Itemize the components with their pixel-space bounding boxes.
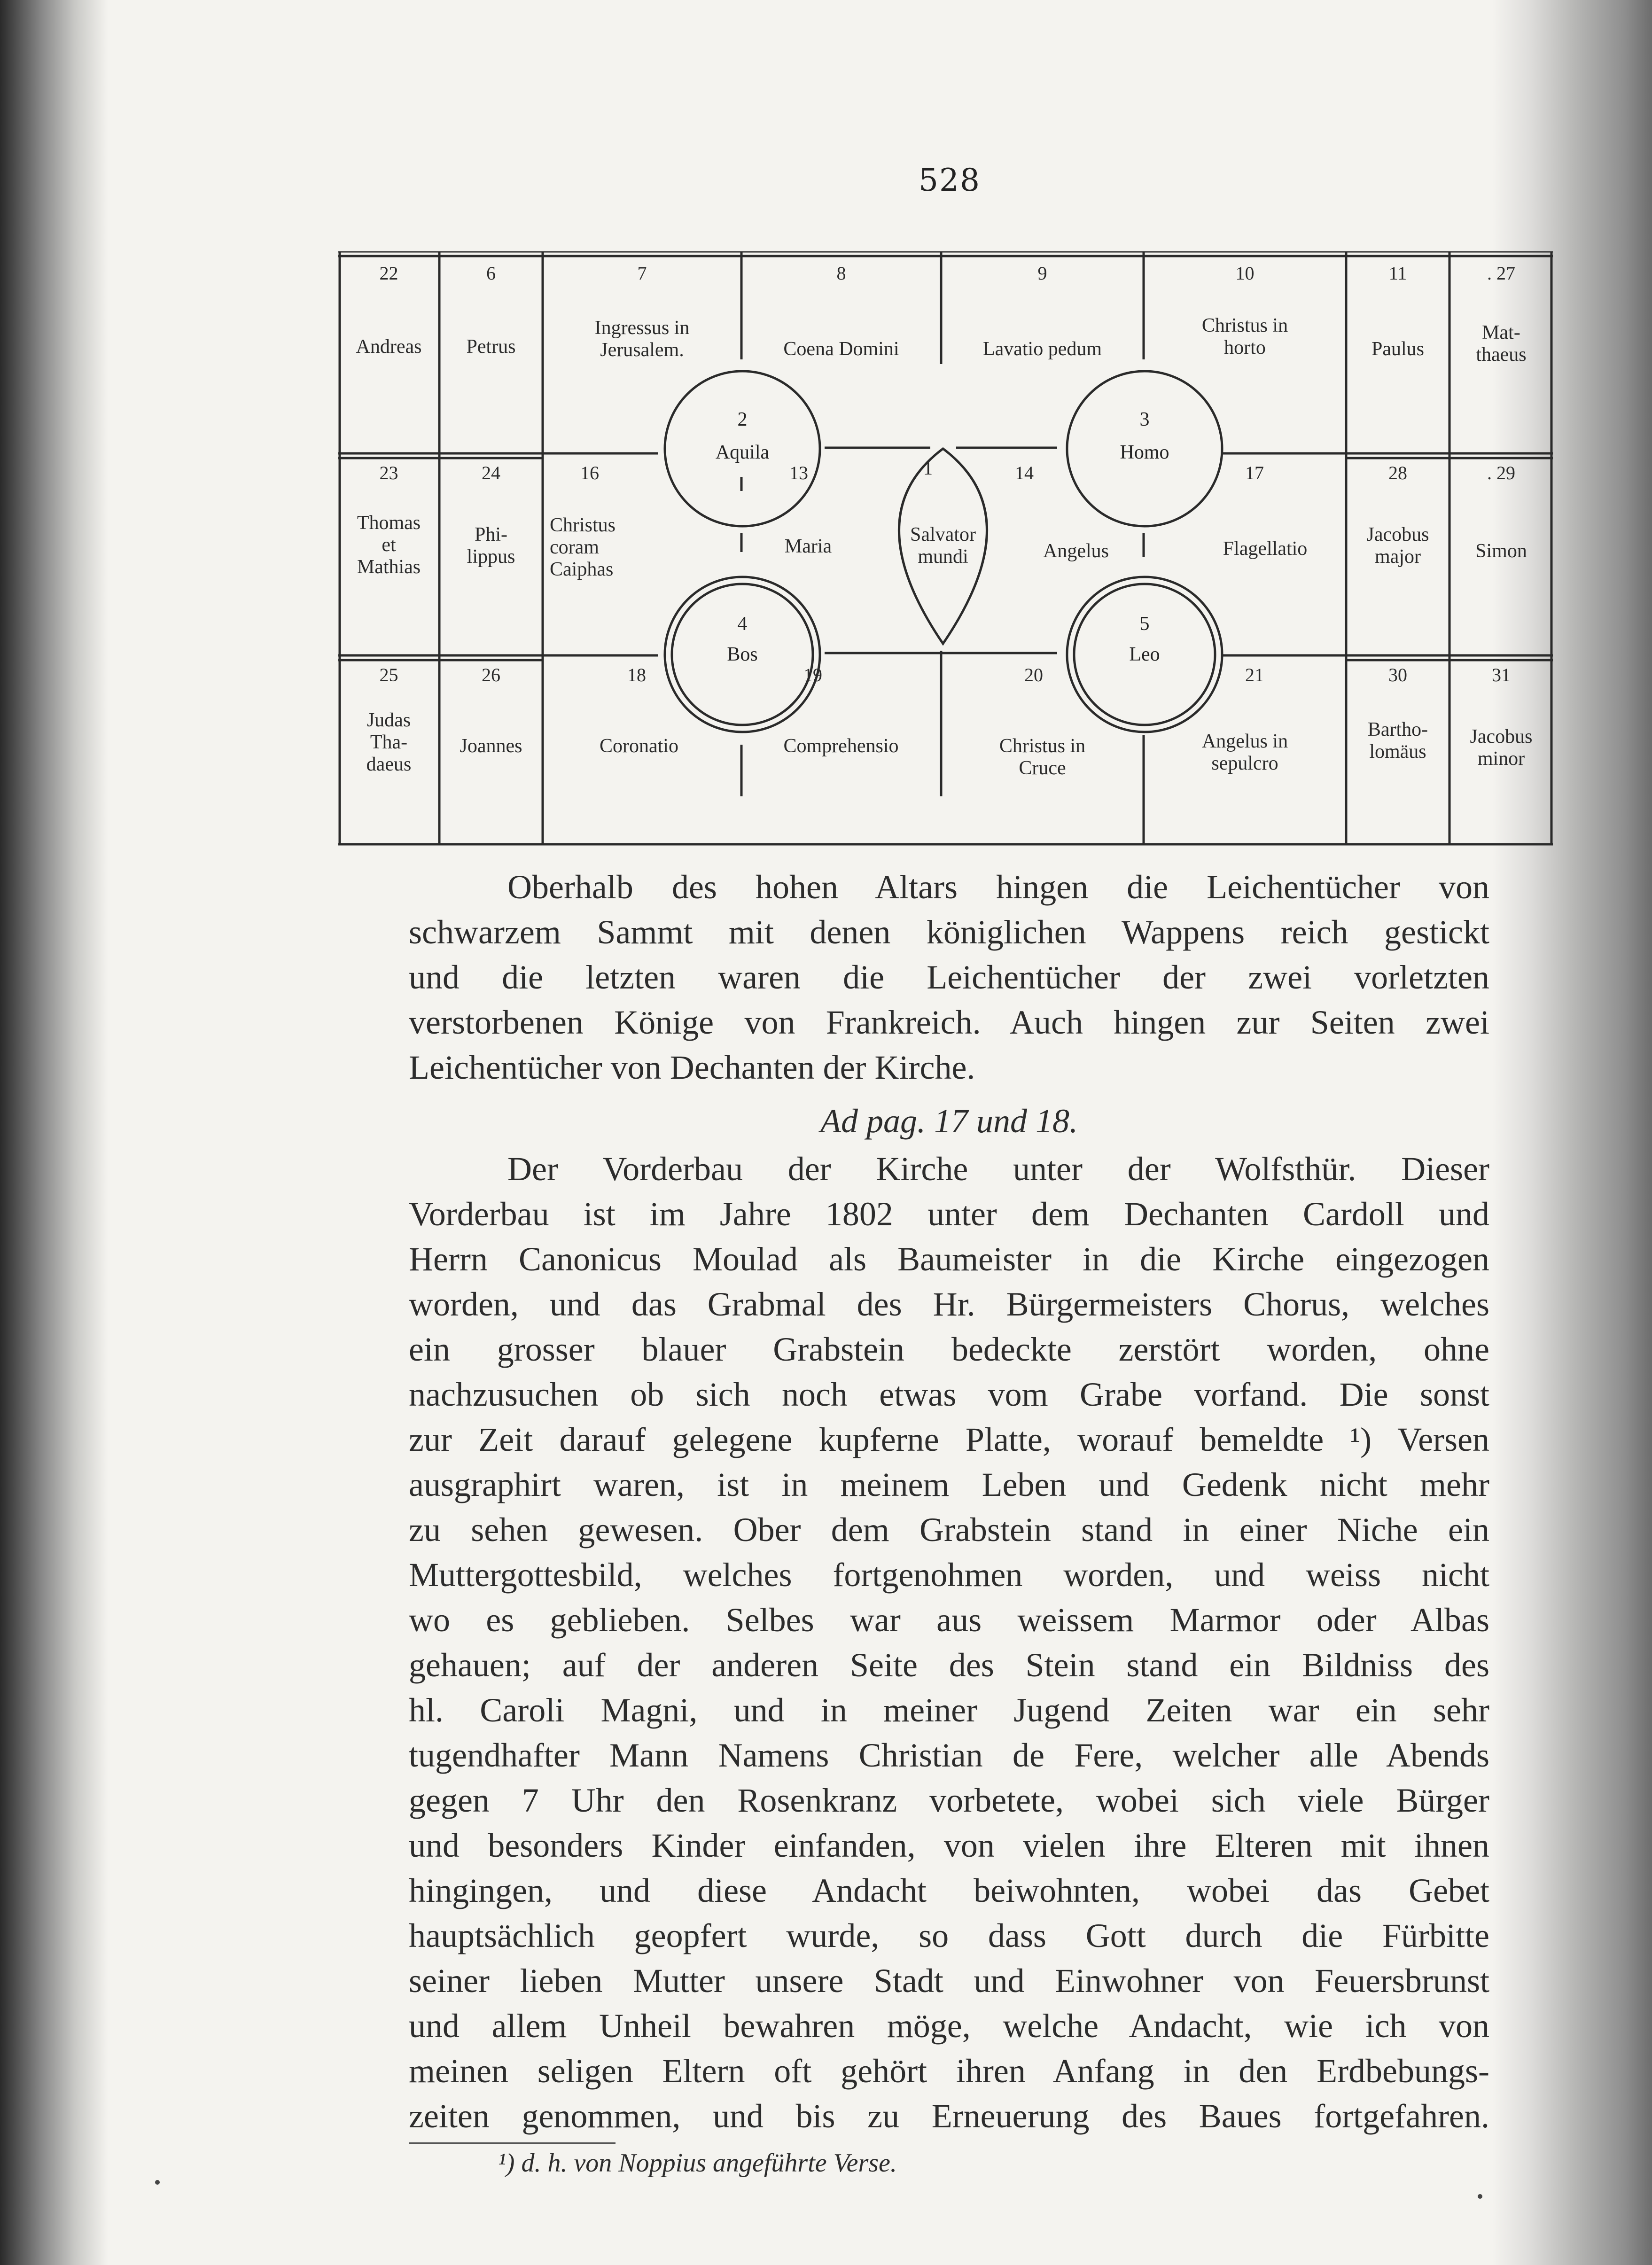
- text-line: ein grosser blauer Grabstein bedeckte zerstört worden, ohne: [409, 1331, 1489, 1368]
- cell-8-label: Coena Domini: [783, 338, 899, 360]
- cell-9-label: Lavatio pedum: [982, 338, 1102, 360]
- cell-9-number: 9: [1037, 263, 1047, 284]
- cell-22-number: 22: [379, 263, 398, 284]
- cell-25-label: Judas Tha- daeus: [366, 709, 412, 776]
- circle-aquila-label: Aquila: [715, 442, 770, 463]
- text-line: tugendhafter Mann Namens Christian de Fere, welcher alle Abends: [409, 1736, 1489, 1774]
- cell-21-number: 21: [1245, 664, 1264, 685]
- cell-28-label: Jacobus major: [1366, 524, 1429, 568]
- cell-21-label: Angelus in sepulcro: [1201, 731, 1288, 775]
- cell-25-number: 25: [379, 664, 398, 685]
- text-line: nachzusuchen ob sich noch etwas vom Grabe vorfand. Die sonst: [409, 1376, 1489, 1413]
- cell-26-number: 26: [482, 664, 500, 685]
- text-line: Der Vorderbau der Kirche unter der Wolfsthür. Dieser: [507, 1150, 1489, 1188]
- circle-leo-label: Leo: [1129, 644, 1160, 665]
- scan-speck: [1478, 2194, 1482, 2199]
- text-line: und allem Unheil bewahren möge, welche Andacht, wie ich von: [409, 2007, 1489, 2045]
- section-heading: Ad pag. 17 und 18.: [820, 1102, 1078, 1140]
- cell-1-number: 1: [923, 458, 933, 479]
- text-line: zu sehen gewesen. Ober dem Grabstein stand in einer Niche ein: [409, 1511, 1489, 1549]
- text-line: hauptsächlich geopfert wurde, so dass Gott durch die Fürbitte: [409, 1917, 1489, 1954]
- cell-17-number: 17: [1245, 462, 1264, 483]
- cell-6-number: 6: [486, 263, 496, 284]
- cell-11-label: Paulus: [1371, 338, 1424, 360]
- cell-23-label: Thomas et Mathias: [357, 512, 421, 578]
- text-line: worden, und das Grabmal des Hr. Bürgermeisters Chorus, welches: [409, 1285, 1489, 1323]
- circle-bos-label: Bos: [727, 644, 758, 665]
- paragraph-altar: [409, 864, 1489, 1090]
- text-line: und besonders Kinder einfanden, von vielen ihre Elteren mit ihnen: [409, 1827, 1489, 1864]
- cell-23-number: 23: [379, 462, 398, 483]
- cell-27-number: . 27: [1487, 263, 1515, 284]
- cell-14-label: Angelus: [1043, 540, 1109, 562]
- cell-14-number: 14: [1015, 462, 1034, 483]
- footnote-rule: [409, 2142, 616, 2144]
- paragraph-vorderbau: [409, 1146, 1489, 2139]
- scan-speck: [155, 2180, 160, 2185]
- altar-scheme: [338, 251, 1553, 848]
- text-line: gehauen; auf der anderen Seite des Stein stand ein Bildniss des: [409, 1646, 1489, 1684]
- cell-10-number: 10: [1235, 263, 1255, 284]
- circle-homo-number: 3: [1139, 409, 1150, 430]
- cell-6-label: Petrus: [466, 336, 516, 358]
- text-line: Leichentücher von Dechanten der Kirche.: [409, 1049, 975, 1086]
- cell-30-label: Bartho- lomäus: [1367, 719, 1428, 763]
- cell-16-label: Christus coram Caiphas: [550, 514, 616, 581]
- cell-13-label: Maria: [784, 536, 832, 557]
- circle-aquila-number: 2: [737, 409, 748, 430]
- cell-20-label: Christus in Cruce: [999, 735, 1086, 779]
- cell-28-number: 28: [1388, 462, 1407, 483]
- text-line: wo es geblieben. Selbes war aus weissem Marmor oder Albas: [409, 1601, 1489, 1639]
- cell-17-label: Flagellatio: [1223, 538, 1308, 560]
- cell-16-number: 16: [580, 462, 599, 483]
- text-line: schwarzem Sammt mit denen königlichen Wappens reich gestickt: [409, 913, 1489, 951]
- page-number: 528: [919, 162, 981, 198]
- cell-11-number: 11: [1388, 263, 1407, 284]
- cell-7-number: 7: [637, 263, 647, 284]
- text-line: hingingen, und diese Andacht beiwohnten, wobei das Gebet: [409, 1872, 1489, 1909]
- text-line: zeiten genommen, und bis zu Erneuerung des Baues fortgefahren.: [409, 2097, 1489, 2135]
- cell-31-label: Jacobus minor: [1470, 726, 1533, 770]
- text-line: Vorderbau ist im Jahre 1802 unter dem Dechanten Cardoll und: [409, 1195, 1489, 1233]
- text-line: gegen 7 Uhr den Rosenkranz vorbetete, wobei sich viele Bürger: [409, 1782, 1489, 1819]
- text-line: meinen seligen Eltern oft gehört ihren Anfang in den Erdbebungs-: [409, 2052, 1489, 2090]
- cell-19-label: Comprehensio: [783, 735, 899, 757]
- text-line: verstorbenen Könige von Frankreich. Auch hingen zur Seiten zwei: [409, 1004, 1489, 1041]
- cell-13-number: 13: [789, 462, 808, 483]
- circle-leo-number: 5: [1139, 613, 1150, 635]
- text-line: Oberhalb des hohen Altars hingen die Leichentücher von: [507, 868, 1489, 906]
- cell-26-label: Joannes: [460, 735, 522, 757]
- cell-29-label: Simon: [1475, 540, 1527, 562]
- cell-29-number: . 29: [1487, 462, 1515, 483]
- cell-1-label: Salvator mundi: [910, 524, 976, 568]
- scan-shadow-left: [0, 0, 108, 2265]
- cell-24-number: 24: [482, 462, 500, 483]
- cell-30-number: 30: [1388, 664, 1407, 685]
- cell-20-number: 20: [1024, 664, 1043, 685]
- text-line: ausgraphirt waren, ist in meinem Leben und Gedenk nicht mehr: [409, 1466, 1489, 1503]
- text-line: hl. Caroli Magni, und in meiner Jugend Zeiten war ein sehr: [409, 1691, 1489, 1729]
- text-line: Herrn Canonicus Moulad als Baumeister in die Kirche eingezogen: [409, 1240, 1489, 1278]
- cell-8-number: 8: [836, 263, 846, 284]
- cell-31-number: 31: [1492, 664, 1511, 685]
- cell-24-label: Phi- lippus: [467, 524, 515, 568]
- text-line: zur Zeit darauf gelegene kupferne Platte, worauf bemeldte ¹) Versen: [409, 1421, 1489, 1458]
- text-line: und die letzten waren die Leichentücher der zwei vorletzten: [409, 958, 1489, 996]
- cell-19-number: 19: [803, 664, 822, 685]
- cell-22-label: Andreas: [356, 336, 422, 358]
- cell-10-label: Christus in horto: [1201, 315, 1288, 359]
- cell-18-number: 18: [627, 664, 646, 685]
- cell-7-label: Ingressus in Jerusalem.: [594, 317, 690, 361]
- cell-18-label: Coronatio: [600, 735, 678, 757]
- footnote: ¹) d. h. von Noppius angeführte Verse.: [498, 2148, 897, 2178]
- circle-homo-label: Homo: [1120, 442, 1169, 463]
- text-line: Muttergottesbild, welches fortgenohmen worden, und weiss nicht: [409, 1556, 1489, 1594]
- text-line: seiner lieben Mutter unsere Stadt und Einwohner von Feuersbrunst: [409, 1962, 1489, 2000]
- cell-27-label: Mat- thaeus: [1476, 322, 1527, 366]
- circle-bos-number: 4: [737, 613, 748, 635]
